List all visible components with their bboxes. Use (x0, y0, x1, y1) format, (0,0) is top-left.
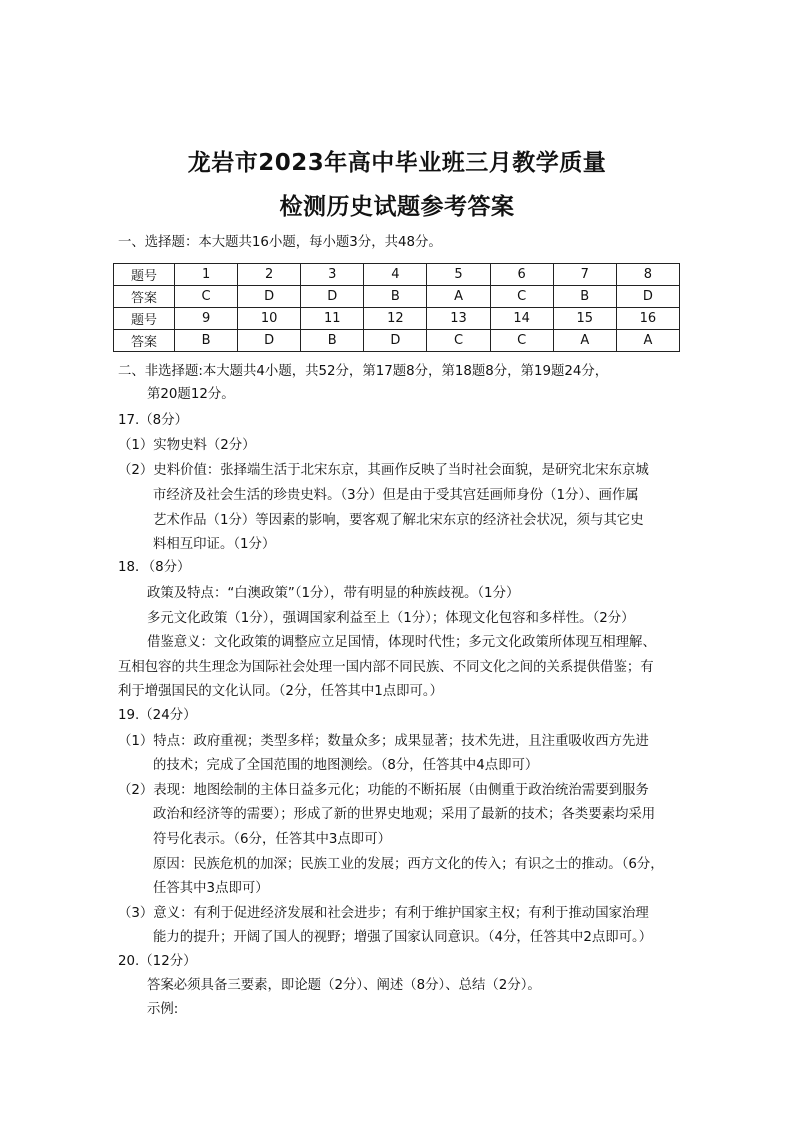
table-cell: B (175, 330, 238, 352)
page-title-line1: 龙岩市2023年高中毕业班三月教学质量 (187, 150, 607, 176)
q17-heading: 17.（8分） (118, 413, 188, 428)
table-cell: 2 (238, 264, 301, 286)
table-cell: 16 (616, 308, 679, 330)
q20-line: 示例: (147, 1002, 179, 1017)
row-label: 答案 (114, 330, 175, 352)
q18-line: 多元文化政策（1分），强调国家利益至上（1分）；体现文化包容和多样性。（2分） (147, 611, 635, 626)
table-cell: B (364, 286, 427, 308)
q19-part2-line: 符号化表示。（6分，任答其中3点即可） (153, 832, 391, 847)
row-label: 答案 (114, 286, 175, 308)
table-cell: C (427, 330, 490, 352)
q17-part2-line: 艺术作品（1分）等因素的影响，要客观了解北宋东京的经济社会状况，须与其它史 (153, 513, 644, 528)
table-cell: A (616, 330, 679, 352)
table-cell: 7 (553, 264, 616, 286)
table-cell: 13 (427, 308, 490, 330)
q19-part1-line: （1）特点：政府重视；类型多样；数量众多；成果显著；技术先进，且注重吸收西方先进 (118, 734, 649, 749)
table-cell: 1 (175, 264, 238, 286)
table-cell: A (553, 330, 616, 352)
q17-part1: （1）实物史料（2分） (118, 438, 256, 453)
q18-line: 借鉴意义：文化政策的调整应立足国情，体现时代性；多元文化政策所体现互相理解、 (147, 635, 656, 650)
table-cell: 11 (301, 308, 364, 330)
table-cell: 12 (364, 308, 427, 330)
q19-part2-line: 政治和经济等的需要）；形成了新的世界史地观；采用了最新的技术；各类要素均采用 (153, 807, 656, 822)
table-cell: 9 (175, 308, 238, 330)
table-cell: C (490, 286, 553, 308)
table-cell: D (364, 330, 427, 352)
table-cell: B (553, 286, 616, 308)
table-cell: C (490, 330, 553, 352)
row-label: 题号 (114, 308, 175, 330)
table-cell: 15 (553, 308, 616, 330)
table-cell: A (427, 286, 490, 308)
q17-part2-line: （2）史料价值：张择端生活于北宋东京，其画作反映了当时社会面貌，是研究北宋东京城 (118, 463, 649, 478)
q19-heading: 19.（24分） (118, 708, 197, 723)
q18-line: 利于增强国民的文化认同。（2分，任答其中1点即可。） (118, 684, 444, 699)
table-row (114, 286, 680, 308)
table-row (114, 308, 680, 330)
table-cell: 8 (616, 264, 679, 286)
q19-part2-line: 原因：民族危机的加深；民族工业的发展；西方文化的传入；有识之士的推动。（6分， (153, 857, 664, 872)
table-cell: D (616, 286, 679, 308)
table-cell: 10 (238, 308, 301, 330)
table-cell: 6 (490, 264, 553, 286)
table-cell: D (301, 286, 364, 308)
q19-part1-line: 的技术；完成了全国范围的地图测绘。（8分，任答其中4点即可） (153, 758, 539, 773)
table-cell: 4 (364, 264, 427, 286)
q18-heading: 18．（8分） (118, 560, 191, 575)
q17-part2-line: 市经济及社会生活的珍贵史料。（3分）但是由于受其宫廷画师身份（1分）、画作属 (153, 488, 639, 503)
table-cell: 14 (490, 308, 553, 330)
section1-heading: 一、选择题：本大题共16小题，每小题3分，共48分。 (118, 235, 442, 250)
q20-line: 答案必须具备三要素，即论题（2分）、阐述（8分）、总结（2分）。 (147, 978, 541, 993)
table-row (114, 264, 680, 286)
row-label: 题号 (114, 264, 175, 286)
table-cell: 5 (427, 264, 490, 286)
table-row (114, 330, 680, 352)
q19-part2-line: （2）表现：地图绘制的主体日益多元化；功能的不断拓展（由侧重于政治统治需要到服务 (118, 783, 649, 798)
q17-part2-line: 料相互印证。（1分） (153, 537, 276, 552)
table-cell: D (238, 286, 301, 308)
table-cell: C (175, 286, 238, 308)
section2-heading: 二、非选择题:本大题共4小题，共52分，第17题8分，第18题8分，第19题24分， (118, 364, 609, 379)
q18-line: 互相包容的共生理念为国际社会处理一国内部不同民族、不同文化之间的关系提供借鉴；有 (118, 660, 654, 675)
q19-part2-line: 任答其中3点即可） (153, 881, 269, 896)
q19-part3-line: 能力的提升；开阔了国人的视野；增强了国家认同意识。（4分，任答其中2点即可。） (153, 930, 653, 945)
q18-line: 政策及特点：“白澳政策”（1分），带有明显的种族歧视。（1分） (147, 586, 520, 601)
q19-part3-line: （3）意义：有利于促进经济发展和社会进步；有利于维护国家主权；有利于推动国家治理 (118, 906, 649, 921)
table-cell: B (301, 330, 364, 352)
table-cell: 3 (301, 264, 364, 286)
section2-heading-cont: 第20题12分。 (147, 387, 235, 402)
q20-heading: 20.（12分） (118, 954, 197, 969)
answer-table (113, 263, 680, 352)
page-title-line2: 检测历史试题参考答案 (279, 194, 515, 220)
table-cell: D (238, 330, 301, 352)
